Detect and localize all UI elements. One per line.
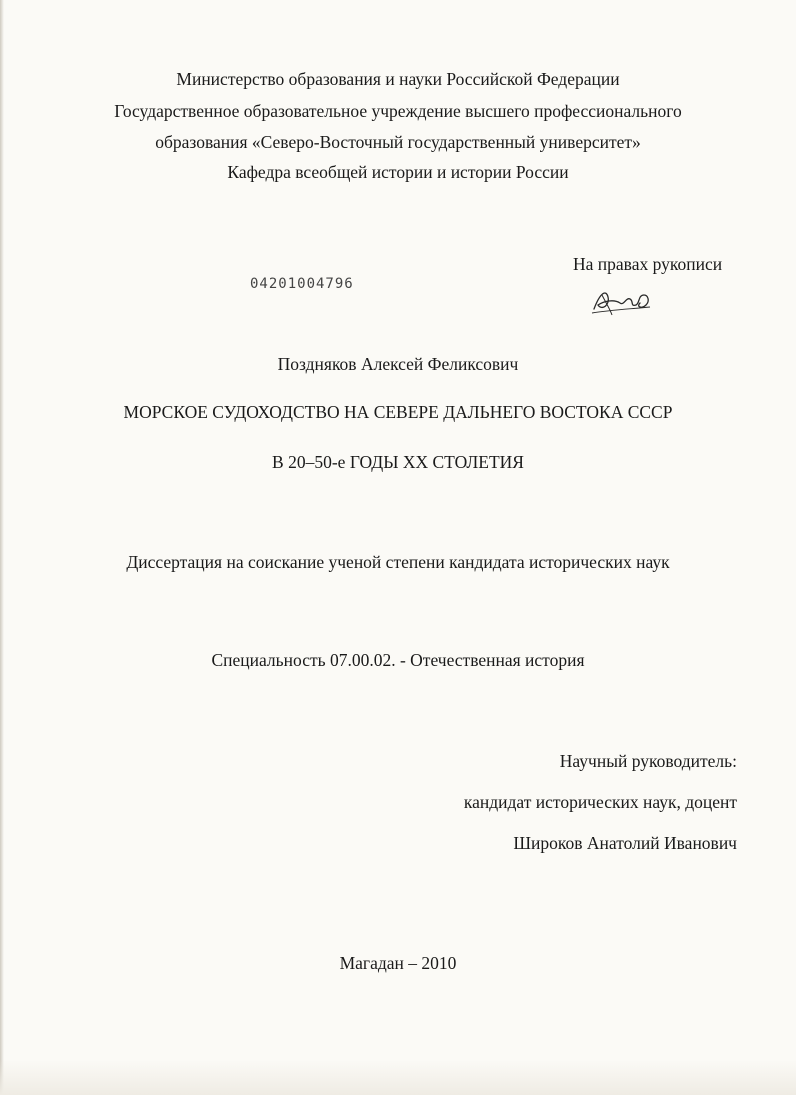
supervisor-label: Научный руководитель: <box>559 751 737 771</box>
dissertation-title-line-1: МОРСКОЕ СУДОХОДСТВО НА СЕВЕРЕ ДАЛЬНЕГО ВОСТОКА СССР <box>123 402 673 422</box>
scan-edge-bottom <box>0 1060 796 1095</box>
dissertation-title-line-2: В 20–50-е ГОДЫ XX СТОЛЕТИЯ <box>272 452 524 472</box>
catalog-code: 04201004796 <box>250 276 354 292</box>
specialty-line: Специальность 07.00.02. - Отечественная история <box>211 650 585 670</box>
department-line: Кафедра всеобщей истории и истории России <box>227 162 569 182</box>
institution-line-2: образования «Северо-Восточный государственный университет» <box>155 132 641 152</box>
place-year: Магадан – 2010 <box>339 953 457 973</box>
supervisor-credentials: кандидат исторических наук, доцент <box>463 792 737 812</box>
degree-statement: Диссертация на соискание ученой степени кандидата исторических наук <box>126 552 670 572</box>
handwritten-signature-icon <box>590 283 654 319</box>
author-name: Поздняков Алексей Феликсович <box>277 354 519 374</box>
institution-line-1: Государственное образовательное учреждение высшего профессионального <box>114 101 682 121</box>
ministry-line: Министерство образования и науки Российской Федерации <box>176 69 620 89</box>
supervisor-name: Широков Анатолий Иванович <box>513 833 737 853</box>
manuscript-note: На правах рукописи <box>573 254 723 274</box>
